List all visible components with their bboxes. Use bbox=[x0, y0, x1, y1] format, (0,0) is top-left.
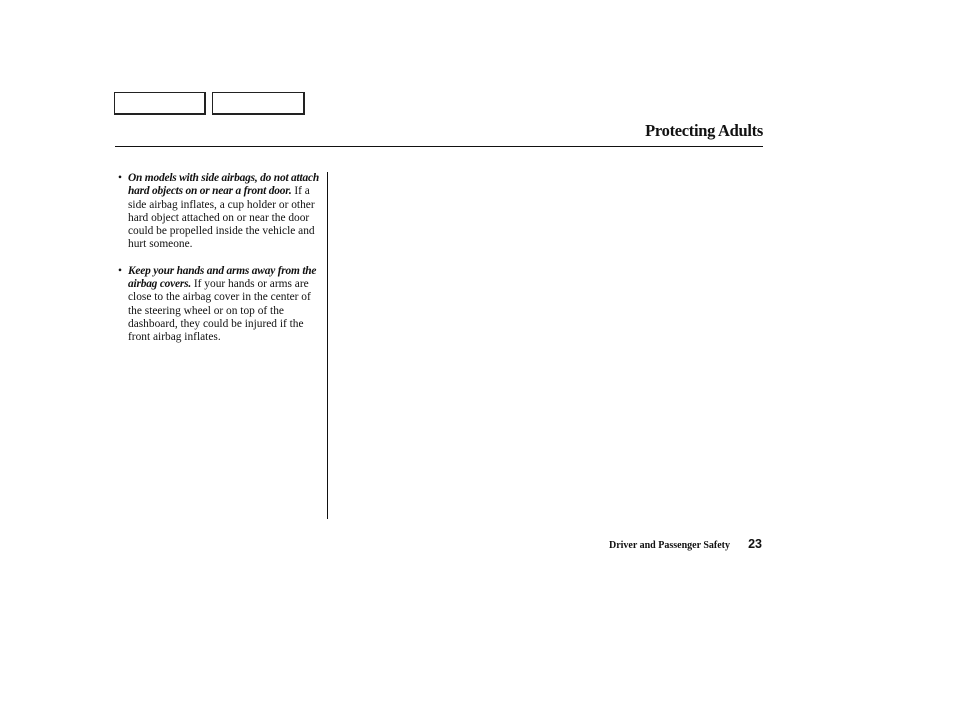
bullet-body-text: If a side airbag inflates, a cup holder or other hard object attached on or near the door could be propelled inside the vehicle and hurt someone. bbox=[128, 185, 315, 251]
list-item bbox=[118, 265, 320, 345]
nav-tab-box-2[interactable] bbox=[212, 92, 305, 115]
footer-section-name: Driver and Passenger Safety bbox=[608, 540, 730, 551]
bullet-lead-text: On models with side airbags, do not attach hard objects on or near a front door. bbox=[128, 172, 319, 198]
page-title: Protecting Adults bbox=[645, 121, 763, 140]
bullet-lead-text: Keep your hands and arms away from the airbag covers. bbox=[128, 264, 317, 291]
list-item bbox=[118, 172, 320, 252]
bullet-icon: • bbox=[118, 264, 122, 277]
page-number: 23 bbox=[748, 537, 762, 551]
bullet-list bbox=[118, 172, 320, 358]
nav-tab-box-1[interactable] bbox=[114, 92, 206, 115]
bullet-icon: • bbox=[118, 172, 122, 184]
column-divider bbox=[327, 172, 328, 519]
bullet-body-text: If your hands or arms are close to the airbag cover in the center of the steering wheel or on top of the dashboard, they could be injured if the front airbag inflates. bbox=[128, 278, 311, 344]
header-divider bbox=[115, 146, 763, 147]
